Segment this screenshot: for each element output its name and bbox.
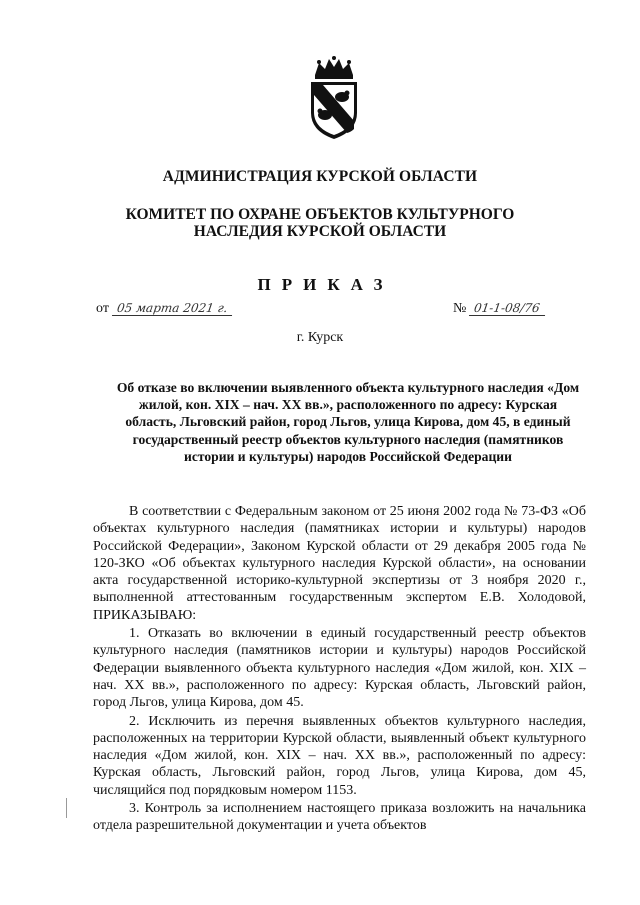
city-label: г. Курск — [296, 330, 344, 345]
number-prefix: № — [453, 301, 467, 316]
clause-2-paragraph: 2. Исключить из перечня выявленных объектов культурного наследия, расположенных на территории Курской области, выявленный объект культурного наследия «Дом жилой, кон. XIX – нач. XX вв.», расположенный по адресу: Курская область, Льговский район, город Льгов, улица Кирова, дом 45, числящийся под порядковым номером 1153. — [93, 713, 586, 798]
date-field — [96, 301, 233, 317]
number-handwritten: 01-1-08/76 — [469, 301, 547, 316]
document-type-title: ПРИКАЗ — [257, 275, 394, 294]
margin-mark — [66, 798, 67, 818]
preamble-paragraph: В соответствии с Федеральным законом от 25 июня 2002 года № 73-ФЗ «Об объектах культурного наследия (памятниках истории и культуры) народов Российской Федерации», Законом Курской области от 29 декабря 2005 года № 120-ЗКО «Об объектах культурного наследия Курской области», на основании акта государственной историко-культурной экспертизы от 3 ноября 2020 г., выполненной аттестованным государственным экспертом Е.В. Холодовой, ПРИКАЗЫВАЮ: — [93, 504, 586, 623]
clause-1-paragraph: 1. Отказать во включении в единый государственный реестр объектов культурного наследия (памятников истории и культуры) народов Российской Федерации выявленного объекта культурного наследия «Дом жилой, кон. XIX – нач. XX вв.», расположенного по адресу: Курская область, Льговский район, город Льгов, улица Кирова, дом 45. — [93, 626, 586, 711]
number-field — [453, 301, 546, 317]
order-body — [93, 503, 586, 836]
date-prefix: от — [96, 301, 109, 316]
committee-title: КОМИТЕТ ПО ОХРАНЕ ОБЪЕКТОВ КУЛЬТУРНОГО НАСЛЕДИЯ КУРСКОЙ ОБЛАСТИ — [125, 206, 515, 240]
administration-title: АДМИНИСТРАЦИЯ КУРСКОЙ ОБЛАСТИ — [162, 168, 478, 185]
clause-3-paragraph: 3. Контроль за исполнением настоящего приказа возложить на начальника отдела разрешительной документации и учета объектов — [93, 801, 586, 834]
order-subject: Об отказе во включении выявленного объекта культурного наследия «Дом жилой, кон. XIX – нач. XX вв.», расположенного по адресу: Курская область, Льговский район, город Льгов, улица Кирова, дом 45, в единый государственный реестр объектов культурного наследия (памятников истории и культуры) народов Российской Федерации — [116, 380, 580, 464]
coat-of-arms-icon — [301, 55, 367, 141]
date-handwritten: 05 марта 2021 г. — [112, 301, 235, 316]
